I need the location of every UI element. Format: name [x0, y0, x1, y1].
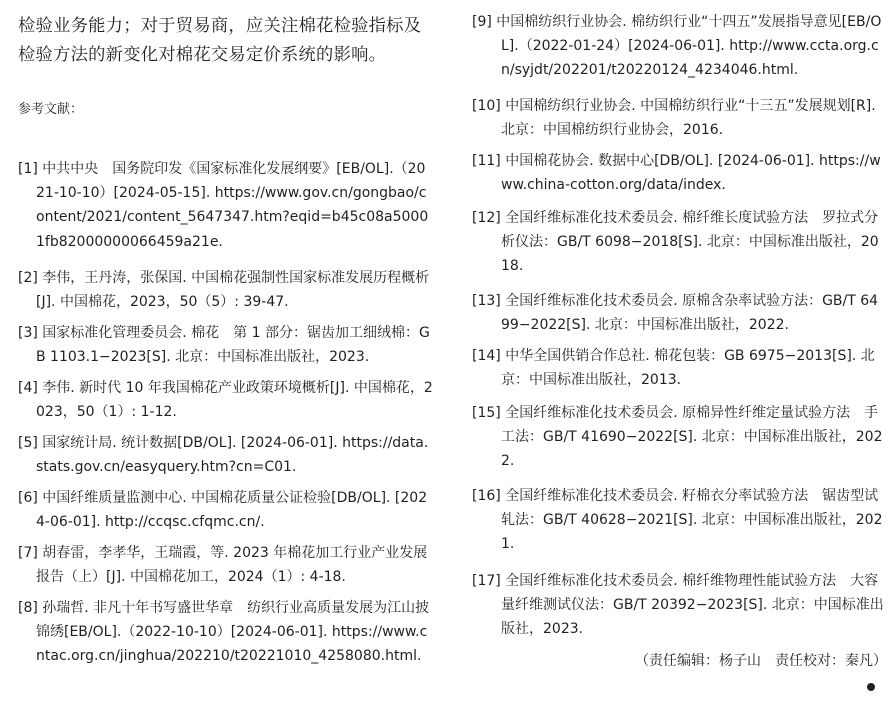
reference-item: [2] 李伟，王丹涛，张保国. 中国棉花强制性国家标准发展历程概析[J]. 中国棉花，2023，50（5）: 39-47. [18, 270, 430, 311]
end-mark-dot [867, 683, 875, 691]
reference-item: [6] 中国纤维质量监测中心. 中国棉花质量公证检验[DB/OL]. [2024-06-01]. http://ccqsc.cfqmc.cn/. [18, 490, 428, 531]
references-heading: 参考文献： [18, 102, 84, 117]
reference-item: [10] 中国棉纺织行业协会. 中国棉纺织行业“十三五”发展规划[R]. 北京：中国棉纺织行业协会，2016. [472, 98, 876, 139]
reference-item: [4] 李伟. 新时代 10 年我国棉花产业政策环境概析[J]. 中国棉花，2023，50（1）: 1-12. [18, 380, 433, 421]
reference-item: [12] 全国纤维标准化技术委员会. 棉纤维长度试验方法 罗拉式分析仪法：GB/T 6098−2018[S]. 北京：中国标准出版社，2018. [472, 210, 879, 275]
reference-item: [16] 全国纤维标准化技术委员会. 籽棉衣分率试验方法 锯齿型试轧法：GB/T 40628−2021[S]. 北京：中国标准出版社，2021. [472, 488, 883, 553]
reference-item: [9] 中国棉纺织行业协会. 棉纺织行业“十四五”发展指导意见[EB/OL].（2022-01-24）[2024-06-01]. http://www.ccta.org.cn/syjdt/202201/t20220124_4234046.html. [472, 14, 882, 79]
body-paragraph: 检验业务能力；对于贸易商，应关注棉花检验指标及检验方法的新变化对棉花交易定价系统的影响。 [18, 16, 422, 65]
reference-item: [17] 全国纤维标准化技术委员会. 棉纤维物理性能试验方法 大容量纤维测试仪法：GB/T 20392−2023[S]. 北京：中国标准出版社，2023. [472, 573, 884, 638]
reference-item: [3] 国家标准化管理委员会. 棉花 第 1 部分：锯齿加工细绒棉：GB 1103.1−2023[S]. 北京：中国标准出版社，2023. [18, 325, 430, 366]
reference-item: [5] 国家统计局. 统计数据[DB/OL]. [2024-06-01]. https://data.stats.gov.cn/easyquery.htm?cn=C01. [18, 435, 429, 476]
reference-item: [7] 胡春雷，李孝华，王瑞霞，等. 2023 年棉花加工行业产业发展报告（上）[J]. 中国棉花加工，2024（1）: 4-18. [18, 545, 428, 586]
editor-credit: （责任编辑：杨子山 责任校对：秦凡） [635, 653, 887, 669]
reference-item: [15] 全国纤维标准化技术委员会. 原棉异性纤维定量试验方法 手工法：GB/T 41690−2022[S]. 北京：中国标准出版社，2022. [472, 405, 883, 470]
reference-item: [13] 全国纤维标准化技术委员会. 原棉含杂率试验方法：GB/T 6499−2022[S]. 北京：中国标准出版社，2022. [472, 293, 879, 334]
reference-item: [14] 中华全国供销合作总社. 棉花包装：GB 6975−2013[S]. 北京：中国标准出版社，2013. [472, 348, 875, 389]
reference-item: [1] 中共中央 国务院印发《国家标准化发展纲要》[EB/OL].（2021-10-10）[2024-05-15]. https://www.gov.cn/gongbao/content/2021/content_5647347.htm?eqid=b45c08a50001fb82000000066459a21e. [18, 161, 429, 250]
reference-item: [8] 孙瑞哲. 非凡十年书写盛世华章 纺织行业高质量发展为江山披锦绣[EB/OL].（2022-10-10）[2024-06-01]. https://www.cntac.org.cn/jinghua/202210/t20221010_4258080.html. [18, 600, 430, 665]
reference-item: [11] 中国棉花协会. 数据中心[DB/OL]. [2024-06-01]. https://www.china-cotton.org/data/index. [472, 153, 881, 194]
